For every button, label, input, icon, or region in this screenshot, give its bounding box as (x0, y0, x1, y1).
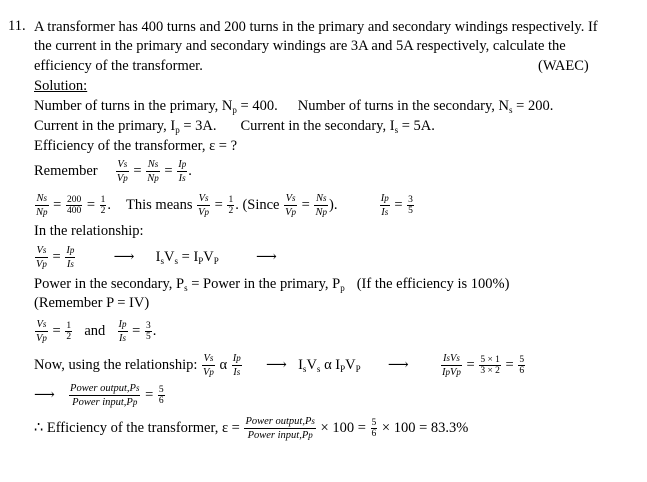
frac-vs-vp: $\frac{Vs}{Vp}$ (36, 319, 47, 344)
ratio-line: $\frac{Ns}{Np}$ = $\frac{200}{400}$ = $\frac{1}{2}$ . This means $\frac{Vs}{Vp}$ = $\frac{1}{2}$ . (Since $\frac{Vs}{Vp}$ = $\frac{Ns}{Np}$ ). $\frac{Ip}{Is}$ = $\frac{3}{5}$ (36, 193, 413, 218)
arrow-icon: ⟶ (387, 356, 409, 373)
frac-ns-np: $\frac{Ns}{Np}$ (36, 193, 48, 218)
arrow-icon: ⟶ (34, 386, 55, 403)
frac-1-2: $\frac{1}{2}$ (66, 321, 72, 342)
current-primary-value: = 3A. (179, 118, 217, 134)
now-using-line: Now, using the relationship: $\frac{Vs}{Vp}$ α $\frac{Ip}{Is}$ ⟶ $I_sV_s$ α $I_PV_P$ ⟶ $\frac{\text{IsVs}}{\text{IpVp}}$ = $\frac{5 \times 1}{3 \times 2}$ = $\frac{5}{6}$ (34, 353, 525, 378)
frac-vs-vp: $\frac{Vs}{Vp}$ (36, 245, 47, 270)
frac-isvs-ipvp: $\frac{\text{IsVs}}{\text{IpVp}}$ (441, 353, 461, 378)
question-source: (WAEC) (538, 58, 589, 74)
turns-primary-label: Number of turns in the primary, N (34, 98, 233, 114)
arrow-icon: ⟶ (113, 248, 135, 265)
current-primary-label: Current in the primary, I (34, 118, 176, 134)
turns-secondary-value: = 200. (512, 98, 554, 114)
isvs-ipvp: $I_sV_s = I_PV_P$ (155, 248, 219, 266)
relationship-heading: In the relationship: (34, 223, 144, 239)
power-ratio-line: ⟶ $\frac{\text{Power output,Ps}}{\text{Power input,Pp}}$ = $\frac{5}{6}$ (34, 383, 164, 408)
turns-line (34, 97, 553, 119)
frac-1-2: $\frac{1}{2}$ (228, 195, 234, 216)
question-line-3: efficiency of the transformer. (34, 58, 203, 74)
current-secondary-value: = 5A. (398, 118, 435, 134)
frac-vs-vp: $\frac{Vs}{Vp}$ (116, 159, 128, 184)
frac-power: $\frac{\text{Power output,Ps}}{\text{Power input,Pp}}$ (245, 416, 315, 441)
efficiency-question: Efficiency of the transformer, ε = ? (34, 138, 238, 154)
frac-ip-is: $\frac{Ip}{Is}$ (232, 353, 241, 378)
remember-label: Remember (34, 162, 98, 179)
frac-5-6: $\frac{5}{6}$ (371, 418, 377, 439)
frac-1-2: $\frac{1}{2}$ (100, 195, 106, 216)
turns-secondary-label: Number of turns in the secondary, N (297, 98, 509, 114)
frac-3-5: $\frac{3}{5}$ (408, 195, 413, 216)
sub-p: p (175, 125, 180, 135)
frac-ip-is: $\frac{Ip}{Is}$ (178, 159, 187, 184)
power-line: Power in the secondary, $P_s$ = Power in the primary, $P_p$ (If the efficiency is 100%) (34, 276, 510, 293)
frac-ns-np: $\frac{Ns}{Np}$ (315, 193, 327, 218)
efficiency-line: ∴ Efficiency of the transformer, ε = $\frac{\text{Power output,Ps}}{\text{Power input,Pp}}$ × 100 = $\frac{5}{6}$ × 100 = 83.3% (34, 416, 469, 441)
turns-primary-value: = 400. (236, 98, 278, 114)
arrow-icon: ⟶ (256, 248, 277, 265)
frac-5-6: $\frac{5}{6}$ (519, 355, 525, 376)
frac-ip-is: $\frac{Ip}{Is}$ (66, 245, 75, 270)
question-line-1: A transformer has 400 turns and 200 turns in the primary and secondary windings respectively. If (34, 19, 598, 35)
remember-line: Remember $\frac{Vs}{Vp}$ = $\frac{Ns}{Np}$ = $\frac{Ip}{Is}$ . (34, 159, 192, 184)
frac-ip-is: $\frac{Ip}{Is}$ (118, 319, 127, 344)
this-means-label: This means (126, 196, 193, 213)
and-label: and (84, 322, 106, 339)
fractions-line: $\frac{Vs}{Vp}$ = $\frac{1}{2}$ and $\frac{Ip}{Is}$ = $\frac{3}{5}$ . (36, 319, 157, 344)
sub-s: s (394, 125, 399, 135)
frac-vs-vp: $\frac{Vs}{Vp}$ (203, 353, 214, 378)
current-secondary-label: Current in the secondary, I (240, 118, 395, 134)
arrow-icon: ⟶ (266, 356, 287, 373)
remember-p-line: (Remember P = IV) (34, 295, 150, 311)
sub-p: p (232, 105, 237, 115)
frac-ip-is: $\frac{Ip}{Is}$ (380, 193, 389, 218)
frac-200-400: $\frac{200}{400}$ (66, 195, 82, 216)
frac-5-6: $\frac{5}{6}$ (158, 385, 164, 406)
frac-3-5: $\frac{3}{5}$ (145, 321, 151, 342)
current-line (34, 117, 435, 139)
sub-s: s (509, 105, 513, 115)
question-number: 11. (8, 18, 26, 34)
solution-heading: Solution: (34, 78, 88, 94)
since-label: (Since (242, 196, 280, 213)
power-note: (If the efficiency is 100%) (356, 276, 510, 292)
relationship-line: $\frac{Vs}{Vp}$ = $\frac{Ip}{Is}$ ⟶ $I_sV_s = I_PV_P$ ⟶ (36, 245, 277, 270)
frac-vs-vp: $\frac{Vs}{Vp}$ (285, 193, 297, 218)
frac-vs-vp: $\frac{Vs}{Vp}$ (198, 193, 210, 218)
frac-5x1-3x2: $\frac{5 \times 1}{3 \times 2}$ (480, 355, 500, 376)
frac-power: $\frac{\text{Power output,Ps}}{\text{Power input,Pp}}$ (70, 383, 140, 408)
frac-ns-np: $\frac{Ns}{Np}$ (147, 159, 159, 184)
question-line-2: the current in the primary and secondary windings are 3A and 5A respectively, calculate the (34, 38, 566, 54)
